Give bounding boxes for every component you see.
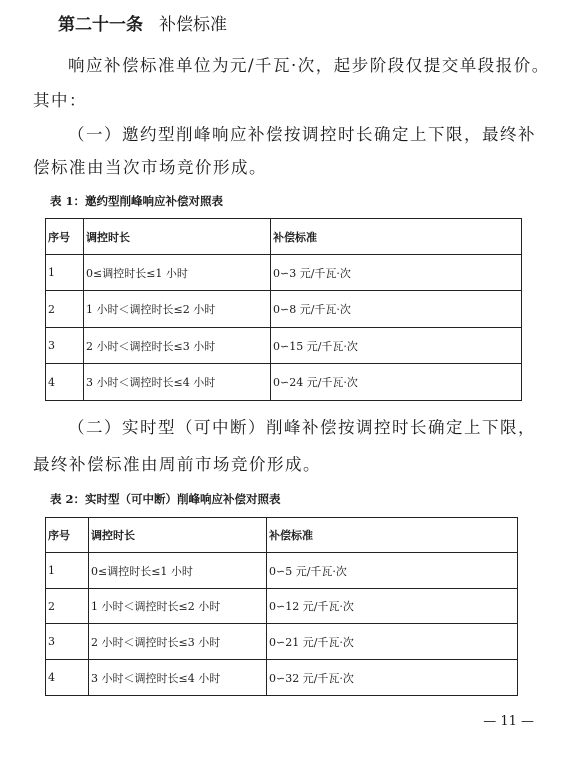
- cell-standard: 0∽3 元/千瓦·次: [271, 255, 522, 291]
- cell-duration: 3 小时＜调控时长≤4 小时: [89, 660, 267, 696]
- cell-standard: 0∽15 元/千瓦·次: [271, 328, 522, 364]
- table2-caption: 表 2：实时型（可中断）削峰响应补偿对照表: [50, 492, 281, 506]
- table-row: [46, 328, 522, 364]
- header-duration: 调控时长: [89, 518, 267, 553]
- article-heading: [58, 10, 227, 35]
- cell-standard: 0∽24 元/千瓦·次: [271, 364, 522, 401]
- table-row: [46, 553, 518, 589]
- cell-standard: 0∽21 元/千瓦·次: [267, 624, 518, 660]
- cell-index: 3: [46, 624, 89, 660]
- cell-standard: 0∽5 元/千瓦·次: [267, 553, 518, 589]
- header-duration: 调控时长: [84, 219, 271, 255]
- cell-duration: 2 小时＜调控时长≤3 小时: [89, 624, 267, 660]
- paragraph-line: 响应补偿标准单位为元/千瓦·次，起步阶段仅提交单段报价。: [68, 56, 550, 75]
- table-row: [46, 255, 522, 291]
- table-row: [46, 364, 522, 401]
- cell-standard: 0∽8 元/千瓦·次: [271, 291, 522, 328]
- header-index: 序号: [46, 219, 84, 255]
- cell-duration: 1 小时＜调控时长≤2 小时: [89, 589, 267, 624]
- table-header-row: [46, 219, 522, 255]
- cell-index: 1: [46, 255, 84, 291]
- table-row: [46, 589, 518, 624]
- cell-duration: 3 小时＜调控时长≤4 小时: [84, 364, 271, 401]
- table-row: [46, 624, 518, 660]
- cell-standard: 0∽12 元/千瓦·次: [267, 589, 518, 624]
- cell-duration: 2 小时＜调控时长≤3 小时: [84, 328, 271, 364]
- header-standard: 补偿标准: [267, 518, 518, 553]
- paragraph-line: （一）邀约型削峰响应补偿按调控时长确定上下限，最终补: [68, 125, 536, 144]
- paragraph-line: 其中：: [33, 91, 87, 110]
- cell-index: 2: [46, 589, 89, 624]
- table1-caption: 表 1：邀约型削峰响应补偿对照表: [50, 194, 224, 208]
- cell-index: 2: [46, 291, 84, 328]
- cell-duration: 1 小时＜调控时长≤2 小时: [84, 291, 271, 328]
- table-header-row: [46, 518, 518, 553]
- cell-index: 4: [46, 660, 89, 696]
- table-row: [46, 291, 522, 328]
- cell-standard: 0∽32 元/千瓦·次: [267, 660, 518, 696]
- table-row: [46, 660, 518, 696]
- table1: [45, 218, 522, 401]
- table2: [45, 517, 518, 696]
- cell-index: 3: [46, 328, 84, 364]
- cell-duration: 0≤调控时长≤1 小时: [89, 553, 267, 589]
- cell-duration: 0≤调控时长≤1 小时: [84, 255, 271, 291]
- paragraph-line: （二）实时型（可中断）削峰补偿按调控时长确定上下限，: [68, 418, 536, 437]
- paragraph-line: 最终补偿标准由周前市场竞价形成。: [33, 455, 321, 474]
- paragraph-line: 偿标准由当次市场竞价形成。: [33, 158, 267, 177]
- cell-index: 1: [46, 553, 89, 589]
- article-title: 补偿标准: [159, 15, 227, 35]
- article-number: 第二十一条: [58, 15, 143, 35]
- cell-index: 4: [46, 364, 84, 401]
- header-index: 序号: [46, 518, 89, 553]
- page-number: — 11 —: [483, 714, 534, 729]
- header-standard: 补偿标准: [271, 219, 522, 255]
